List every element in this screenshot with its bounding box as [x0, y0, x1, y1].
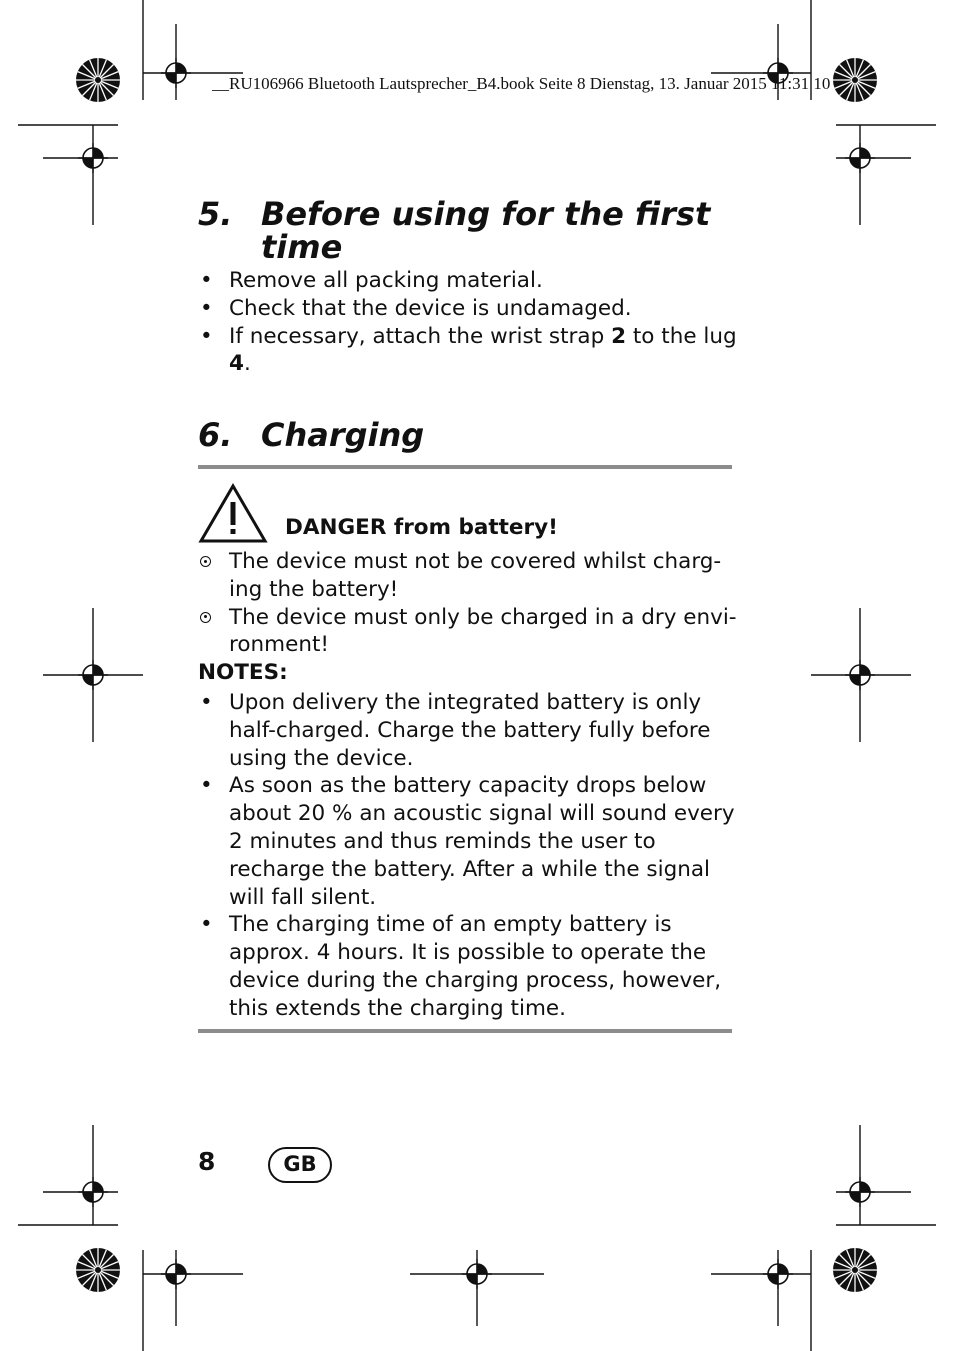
box-top-rule [198, 465, 732, 469]
file-info-line: __RU106966 Bluetooth Lautsprecher_B4.book Seite 8 Dienstag, 13. Januar 2015 11:31 10 [212, 74, 831, 93]
warning-triangle-icon [198, 483, 268, 545]
danger-item-text: The device must only be charged in a dry envi-ronment! [229, 604, 737, 658]
list-item [198, 323, 738, 379]
bullet-icon: • [200, 690, 213, 715]
danger-item [198, 604, 738, 660]
section-6-heading [198, 416, 731, 454]
section-5-title: Before using for the first time [261, 195, 711, 266]
note-item-text: As soon as the battery capacity drops below about 20 % an acoustic signal will sound every 2 minutes and thus reminds the user to recharge the battery. After a while the signal will fall silent. [229, 773, 735, 910]
section-6-title: Charging [261, 416, 425, 454]
list-item-text: Remove all packing material. [229, 268, 543, 293]
section-5-list [198, 267, 738, 378]
danger-list [198, 548, 738, 659]
notes-title: NOTES: [198, 660, 288, 685]
bullet-icon: • [200, 295, 213, 321]
list-item [198, 295, 738, 323]
page-number: 8 [198, 1147, 216, 1176]
note-item [198, 772, 738, 911]
bullet-icon: • [200, 268, 213, 293]
registration-star-icon [833, 58, 877, 102]
note-item [198, 689, 738, 772]
section-5-heading [198, 195, 731, 266]
language-badge: GB [268, 1147, 332, 1183]
bullet-icon: • [200, 773, 213, 799]
section-5-number: 5. [198, 195, 233, 233]
note-item-text: Upon delivery the integrated battery is only half-charged. Charge the battery fully before using the device. [229, 690, 711, 771]
bullet-icon: • [200, 323, 213, 349]
circle-bullet-icon [200, 556, 211, 567]
section-6-number: 6. [198, 416, 233, 454]
danger-item-text: The device must not be covered whilst charg-ing the battery! [229, 549, 722, 602]
notes-list [198, 689, 738, 1023]
list-item [198, 267, 738, 295]
note-item [198, 911, 738, 1022]
danger-title: DANGER from battery! [285, 515, 558, 540]
circle-bullet-icon [200, 612, 211, 623]
list-item-text: Check that the device is undamaged. [229, 295, 632, 321]
list-item-text: If necessary, attach the wrist strap 2 to the lug 4. [229, 323, 737, 377]
note-item-text: The charging time of an empty battery is approx. 4 hours. It is possible to operate the device during the charging process, however, this extends the charging time. [229, 912, 722, 1021]
box-bottom-rule [198, 1029, 732, 1033]
bullet-icon: • [200, 912, 213, 938]
danger-item [198, 548, 738, 604]
